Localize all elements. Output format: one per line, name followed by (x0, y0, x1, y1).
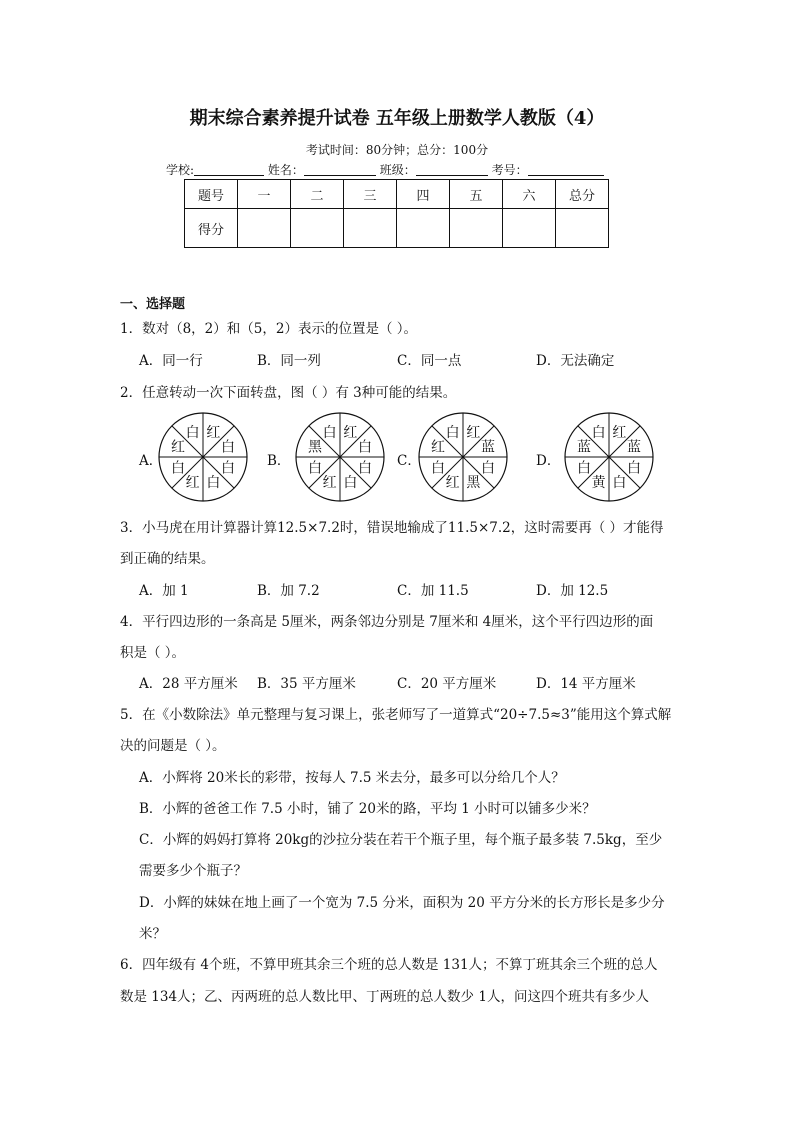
wheel-sector-label: 黑 (308, 439, 323, 456)
q4-option-c[interactable]: C．20 平方厘米 (397, 676, 497, 692)
spinner-wheel-c (419, 413, 507, 501)
question-3-stem-line2: 到正确的结果。 (120, 551, 215, 567)
q2-option-b[interactable]: B． (267, 453, 291, 469)
number-label: 考号： (491, 163, 528, 177)
wheel-sector-label: 红 (322, 474, 337, 491)
wheel-sector-label: 白 (591, 425, 606, 442)
table-cell: 五 (450, 180, 503, 209)
q3-option-a[interactable]: A．加 1 (139, 583, 189, 599)
wheel-sector-label: 红 (343, 425, 358, 442)
wheel-sector-label: 红 (206, 425, 221, 442)
name-label: 姓名： (267, 163, 304, 177)
page-title: 期末综合素养提升试卷 五年级上册数学人教版（4） (189, 108, 605, 129)
q4-option-a[interactable]: A．28 平方厘米 (139, 676, 238, 692)
q1-option-a[interactable]: A．同一行 (139, 353, 203, 369)
wheel-sector-label: 红 (185, 474, 200, 491)
spinner-wheel-a (159, 413, 247, 501)
table-cell: 一 (238, 180, 291, 209)
q3-option-c[interactable]: C．加 11.5 (397, 583, 469, 599)
table-cell: 得分 (185, 209, 238, 248)
q3-option-b[interactable]: B．加 7.2 (257, 583, 320, 599)
wheel-sector-label: 黑 (466, 474, 481, 491)
q2-option-d[interactable]: D． (536, 453, 561, 469)
q4-option-d[interactable]: D．14 平方厘米 (536, 676, 636, 692)
question-1-stem: 1．数对（8，2）和（5，2）表示的位置是（ ）。 (120, 321, 417, 337)
table-cell: 六 (503, 180, 556, 209)
wheel-sector-label: 白 (445, 425, 460, 442)
wheel-sector-label: 白 (220, 439, 235, 456)
q4-option-b[interactable]: B．35 平方厘米 (257, 676, 356, 692)
wheel-sector-label: 白 (577, 460, 592, 477)
wheel-sector-label: 白 (220, 460, 235, 477)
q2-option-a[interactable]: A． (139, 453, 163, 469)
q3-option-d[interactable]: D．加 12.5 (536, 583, 609, 599)
wheel-sector-label: 白 (357, 460, 372, 477)
wheel-sector-label: 蓝 (577, 439, 592, 456)
question-6-stem-line2: 数是 134人；乙、丙两班的总人数比甲、丁两班的总人数少 1人，问这四个班共有多少人 (120, 989, 649, 1005)
wheel-sector-label: 白 (480, 460, 495, 477)
wheel-sector-label: 白 (357, 439, 372, 456)
q5-option-c-line2[interactable]: 需要多少个瓶子？ (139, 863, 247, 879)
question-2-stem: 2．任意转动一次下面转盘，图（ ）有 3种可能的结果。 (120, 385, 457, 401)
question-4-stem-line2: 积是（ ）。 (120, 645, 186, 661)
class-label: 班级： (379, 163, 416, 177)
q5-option-b[interactable]: B．小辉的爸爸工作 7.5 小时，铺了 20米的路，平均 1 小时可以铺多少米？ (139, 801, 596, 817)
wheel-sector-label: 黄 (591, 474, 606, 491)
wheel-sector-label: 蓝 (480, 439, 495, 456)
q1-option-c[interactable]: C．同一点 (397, 353, 462, 369)
wheel-sector-label: 白 (322, 425, 337, 442)
wheel-sector-label: 白 (185, 425, 200, 442)
wheel-sector-label: 白 (626, 460, 641, 477)
wheel-sector-label: 白 (431, 460, 446, 477)
question-4-stem-line1: 4．平行四边形的一条高是 5厘米，两条邻边分别是 7厘米和 4厘米，这个平行四边形的面 (120, 614, 654, 630)
table-cell: 二 (291, 180, 344, 209)
question-6-stem-line1: 6．四年级有 4个班，不算甲班其余三个班的总人数是 131人；不算丁班其余三个班的总人 (120, 957, 658, 973)
question-5-stem-line2: 决的问题是（ ）。 (120, 738, 226, 754)
wheel-sector-label: 蓝 (626, 439, 641, 456)
q2-option-c[interactable]: C． (397, 453, 421, 469)
wheel-sector-label: 红 (612, 425, 627, 442)
question-3-stem-line1: 3．小马虎在用计算器计算12.5×7.2时，错误地输成了11.5×7.2，这时需要再（ ）才能得 (120, 520, 664, 536)
wheel-sector-label: 红 (431, 439, 446, 456)
q1-option-d[interactable]: D．无法确定 (536, 353, 615, 369)
q5-option-c-line1[interactable]: C．小辉的妈妈打算将 20kg的沙拉分装在若干个瓶子里，每个瓶子最多装 7.5kg，至少 (139, 832, 663, 848)
q5-option-a[interactable]: A．小辉将 20米长的彩带，按每人 7.5 米去分，最多可以分给几个人？ (139, 770, 565, 786)
exam-info: 考试时间：80分钟；总分：100分 (305, 143, 489, 157)
table-cell: 题号 (185, 180, 238, 209)
wheel-sector-label: 白 (612, 474, 627, 491)
q5-option-d-line1[interactable]: D．小辉的妹妹在地上画了一个宽为 7.5 分米，面积为 20 平方分米的长方形长是多少分 (139, 895, 665, 911)
wheel-sector-label: 红 (466, 425, 481, 442)
section-title: 一、选择题 (120, 297, 186, 312)
wheel-sector-label: 白 (206, 474, 221, 491)
wheel-sector-label: 白 (171, 460, 186, 477)
q1-option-b[interactable]: B．同一列 (257, 353, 321, 369)
wheel-sector-label: 白 (343, 474, 358, 491)
spinner-wheel-d (565, 413, 653, 501)
school-label: 学校: (166, 163, 195, 177)
table-cell: 总分 (556, 180, 609, 209)
table-cell: 三 (344, 180, 397, 209)
wheel-sector-label: 红 (445, 474, 460, 491)
table-cell: 四 (397, 180, 450, 209)
q5-option-d-line2[interactable]: 米？ (139, 926, 166, 942)
spinner-wheel-b (296, 413, 384, 501)
wheel-sector-label: 白 (308, 460, 323, 477)
question-5-stem-line1: 5．在《小数除法》单元整理与复习课上，张老师写了一道算式“20÷7.5≈3”能用这个算式解 (120, 707, 672, 723)
wheel-sector-label: 红 (171, 439, 186, 456)
